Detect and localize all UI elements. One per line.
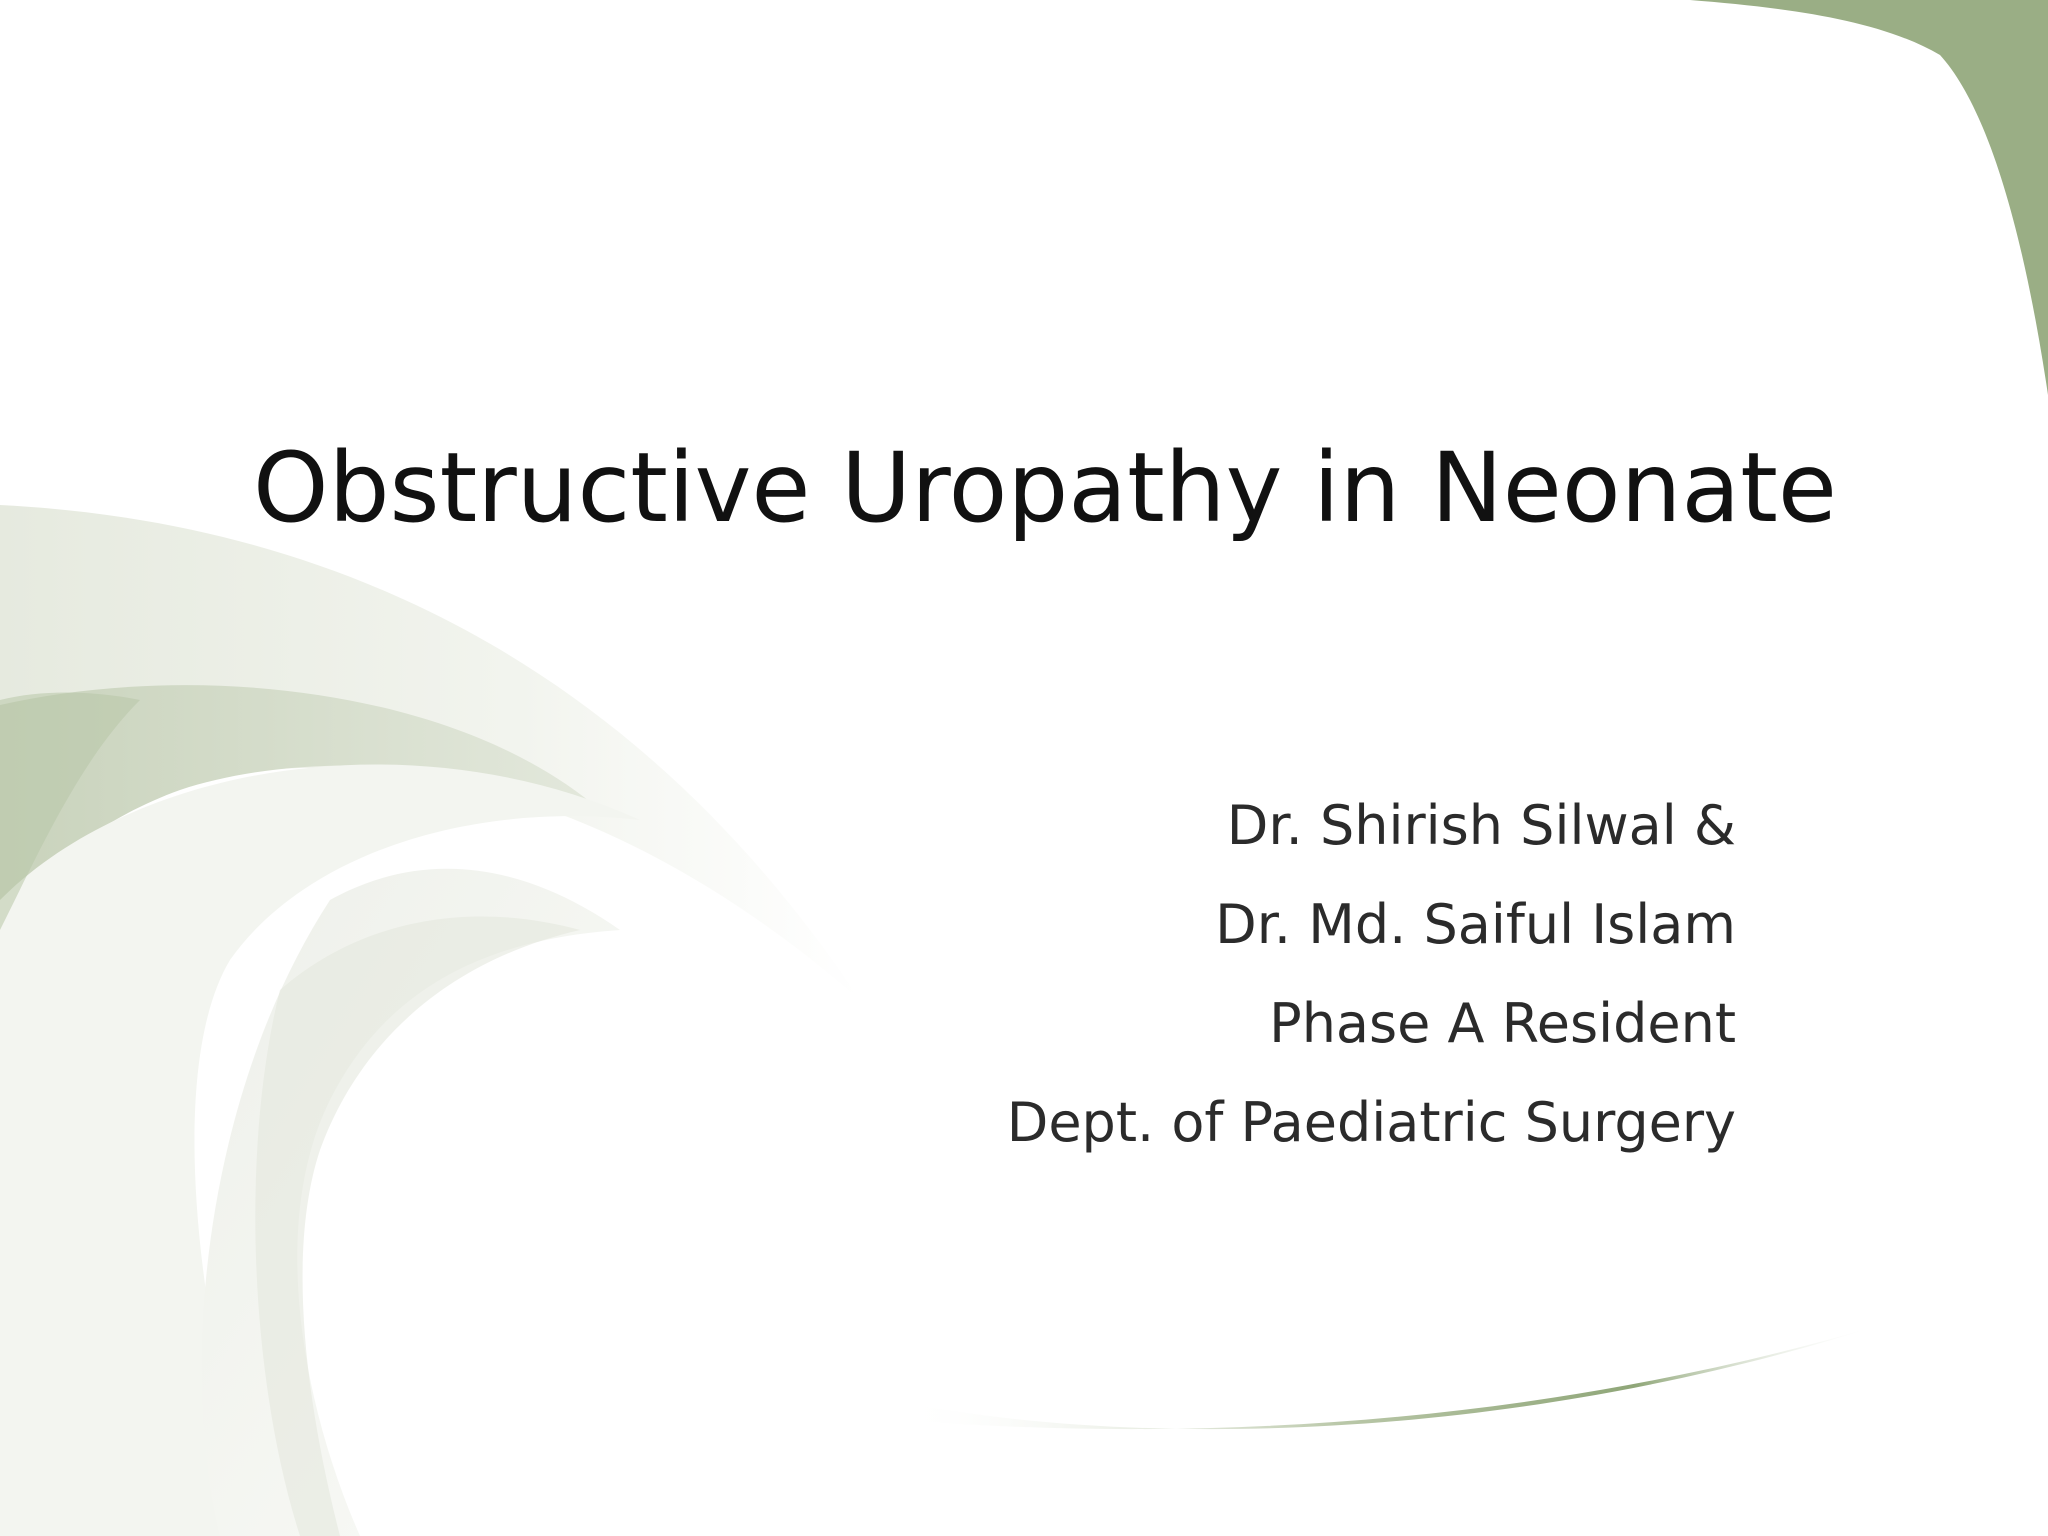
- swirl-shadow-curve: [255, 917, 580, 1536]
- corner-accent-shape: [1690, 0, 2048, 395]
- slide-subtitle: [836, 776, 1736, 1172]
- author-line-1: Dr. Shirish Silwal &: [1226, 794, 1736, 857]
- author-department-line: Dept. of Paediatric Surgery: [1006, 1091, 1736, 1154]
- bottom-sweep-line: [900, 1325, 1880, 1429]
- slide-title: Obstructive Uropathy in Neonate: [253, 432, 1837, 544]
- swirl-lower-body: [0, 764, 640, 1536]
- author-role-line: Phase A Resident: [1269, 992, 1736, 1055]
- author-line-2: Dr. Md. Saiful Islam: [1215, 893, 1736, 956]
